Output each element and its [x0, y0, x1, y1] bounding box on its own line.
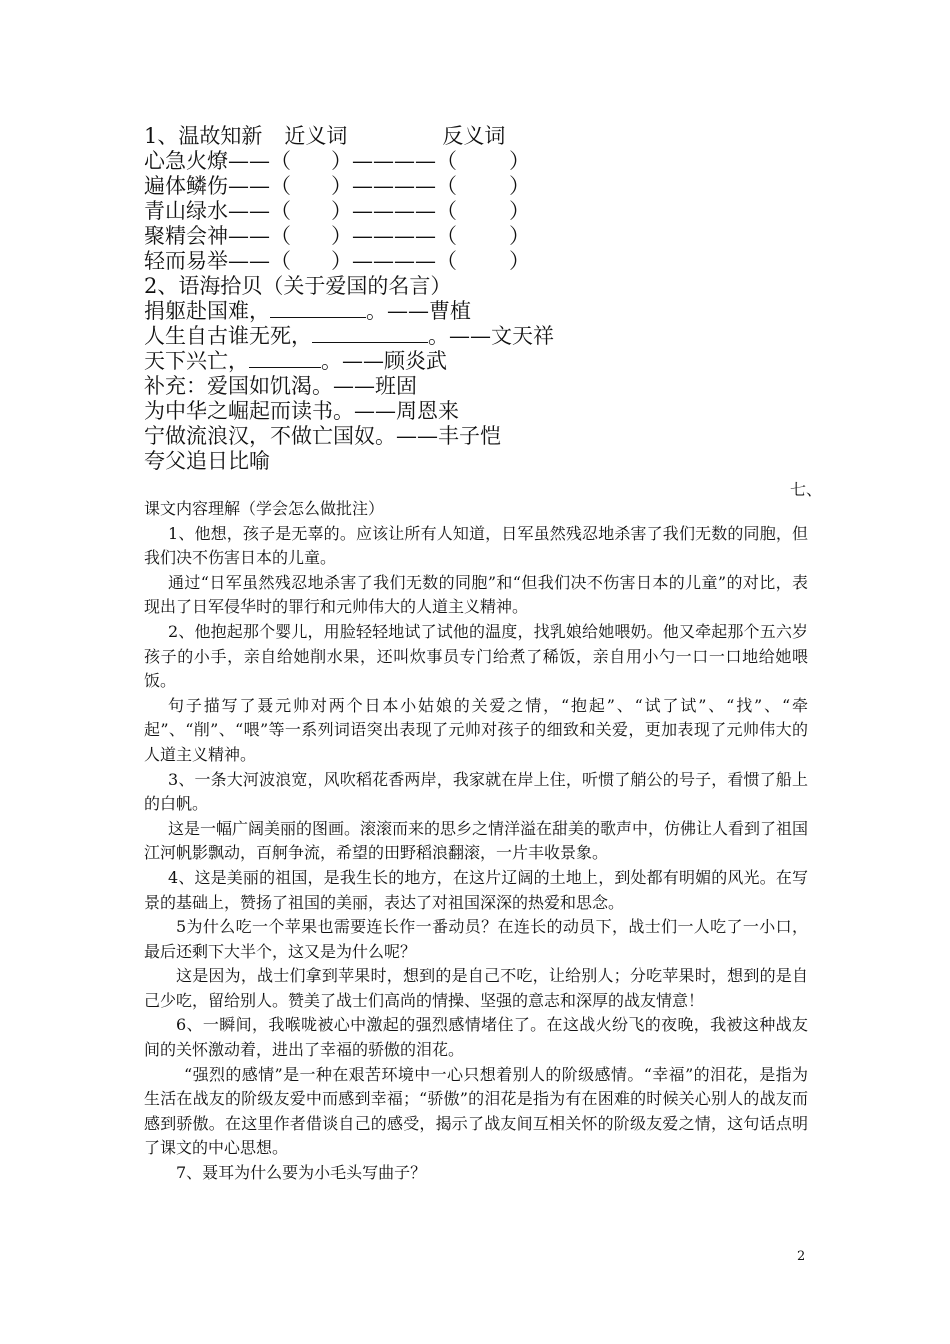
word-row	[144, 249, 530, 274]
paragraph: 通过“日军虽然残忍地杀害了我们无数的同胞”和“但我们决不伤害日本的儿童”的对比，表现出了日军侵华时的罪行和元帅伟大的人道主义精神。	[144, 572, 808, 617]
word-row-term: 遍体鳞伤——（	[144, 174, 291, 198]
word-row-separator: ）————（	[331, 174, 457, 198]
word-row-separator: ）————（	[331, 199, 457, 223]
quote-attribution: 。——曹植	[366, 299, 471, 323]
paragraph: 这是因为，战士们拿到苹果时，想到的是自己不吃，让给别人；分吃苹果时，想到的是自己少吃，留给别人。赞美了战士们高尚的情操、坚强的意志和深厚的战友情意！	[144, 966, 808, 1010]
fill-in-blank	[312, 324, 428, 343]
word-row-term: 青山绿水——（	[144, 199, 291, 223]
paragraph: 1、他想，孩子是无辜的。应该让所有人知道，日军虽然残忍地杀害了我们无数的同胞，但我们决不伤害日本的儿童。	[144, 523, 808, 568]
word-row-separator: ）————（	[331, 249, 457, 273]
paragraph: 7、聂耳为什么要为小毛头写曲子？	[176, 1163, 427, 1183]
paragraph: “强烈的感情”是一种在艰苦环境中一心只想着别人的阶级感情。“幸福”的泪花，是指为生活在战友的阶级友爱中而感到幸福；“骄傲”的泪花是指为有在困难的时候关心别人的战友而感到骄傲。在这里作者借谈自己的感受，揭示了战友间互相关怀的阶级友爱之情，这句话点明了课文的中心思想。	[144, 1064, 808, 1158]
supplement-quote: 宁做流浪汉，不做亡国奴。——丰子恺	[144, 424, 501, 448]
paragraph: 6、一瞬间，我喉咙被心中激起的强烈感情堵住了。在这战火纷飞的夜晚，我被这种战友间的关怀激动着，进出了幸福的骄傲的泪花。	[144, 1015, 808, 1060]
quote-attribution: 。——文天祥	[428, 324, 554, 348]
paragraph: 3、一条大河波浪宽，风吹稻花香两岸，我家就在岸上住，听惯了艄公的号子，看惯了船上的白帆。	[144, 769, 808, 814]
section7-body	[144, 497, 808, 1186]
antonym-column-label: 反义词	[442, 124, 506, 148]
synonym-column-label: 近义词	[284, 124, 348, 148]
supplement-quote: 为中华之崛起而读书。——周恩来	[144, 399, 459, 423]
paragraph: 5为什么吃一个苹果也需要连长作一番动员？在连长的动员下，战士们一人吃了一小口，最后还剩下大半个，这又是为什么呢？	[144, 917, 808, 961]
supplement-quote: 补充：爱国如饥渴。——班固	[144, 374, 417, 398]
word-row-term: 心急火燎——（	[144, 149, 291, 173]
word-row-term: 聚精会神——（	[144, 224, 291, 248]
quote-line	[144, 299, 471, 324]
word-row	[144, 224, 530, 249]
supplement-quote: 夸父追日比喻	[144, 449, 270, 473]
paragraph: 这是一幅广阔美丽的图画。滚滚而来的思乡之情洋溢在甜美的歌声中，仿佛让人看到了祖国江河帆影飘动，百舸争流，希望的田野稻浪翻滚，一片丰收景象。	[144, 818, 809, 863]
section1-heading-line	[144, 124, 505, 149]
quote-text: 捐躯赴国难，	[144, 299, 270, 323]
page-number: 2	[797, 1249, 806, 1264]
word-row-end: ）	[509, 174, 530, 198]
quote-text: 天下兴亡，	[144, 349, 249, 373]
section7-title: 课文内容理解（学会怎么做批注）	[144, 499, 385, 518]
word-row-end: ）	[509, 149, 530, 173]
word-row	[144, 199, 530, 224]
word-row-term: 轻而易举——（	[144, 249, 291, 273]
quote-text: 人生自古谁无死，	[144, 324, 312, 348]
paragraph: 2、他抱起那个婴儿，用脸轻轻地试了试他的温度，找乳娘给她喂奶。他又牵起那个五六岁孩子的小手，亲自给她削水果，还叫炊事员专门给煮了稀饭，亲自用小勺一口一口地给她喂饭。	[144, 621, 808, 691]
word-row	[144, 149, 530, 174]
paragraph: 句子描写了聂元帅对两个日本小姑娘的关爱之情，“抱起”、“试了试”、“找”、“牵起”、“削”、“喂”等一系列词语突出表现了元帅对孩子的细致和关爱，更加表现了元帅伟大的人道主义精神。	[144, 695, 808, 764]
section7-number: 七、	[789, 480, 822, 499]
section1-heading: 1、温故知新	[144, 124, 263, 148]
section2-heading: 2、语海拾贝（关于爱国的名言）	[144, 274, 452, 298]
word-row-separator: ）————（	[331, 149, 457, 173]
word-row-end: ）	[509, 199, 530, 223]
paragraph: 4、这是美丽的祖国，是我生长的地方，在这片辽阔的土地上，到处都有明媚的风光。在写景的基础上，赞扬了祖国的美丽，表达了对祖国深深的热爱和思念。	[144, 867, 808, 912]
word-row	[144, 174, 530, 199]
word-row-separator: ）————（	[331, 224, 457, 248]
word-row-end: ）	[509, 249, 530, 273]
fill-in-blank	[249, 349, 321, 368]
fill-in-blank	[270, 299, 366, 318]
quote-line	[144, 324, 554, 349]
quote-attribution: 。——顾炎武	[321, 349, 447, 373]
word-row-end: ）	[509, 224, 530, 248]
quote-line	[144, 349, 447, 374]
